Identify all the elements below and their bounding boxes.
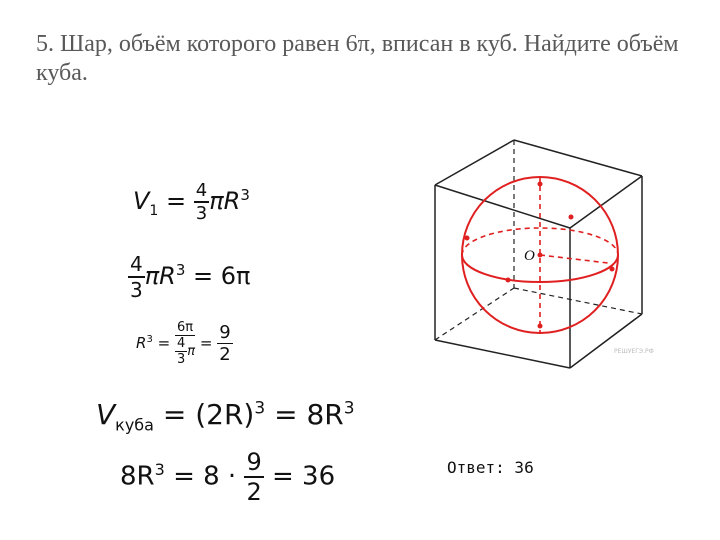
fraction-denominator <box>175 336 195 367</box>
formula-symbol: V <box>133 187 150 215</box>
tangent-point <box>569 215 574 220</box>
formula-symbol: 8R <box>120 461 155 492</box>
formula-fraction <box>175 320 195 367</box>
cube-edge <box>435 185 570 228</box>
formula-equation <box>128 252 251 302</box>
watermark: РЕШУЕГЭ.РФ <box>614 348 654 355</box>
fraction-denominator: 3 <box>195 203 208 224</box>
formula-subscript: куба <box>115 415 154 435</box>
formula-term: πR <box>144 262 176 290</box>
fraction-denominator: 2 <box>219 344 231 365</box>
formula-subscript: 1 <box>149 202 159 219</box>
fraction-denominator: 2 <box>246 478 262 506</box>
formula-nested-fraction <box>175 336 187 367</box>
formula-term: πR <box>209 187 241 215</box>
center-label: O <box>524 248 535 264</box>
fraction-numerator: 6π <box>176 320 194 335</box>
formula-fraction <box>128 252 145 302</box>
tangent-point <box>538 182 543 187</box>
formula-superscript: 3 <box>175 261 186 279</box>
sphere-horizontal-axis <box>540 255 608 263</box>
formula-radius-cubed <box>136 320 233 367</box>
formula-equals: = <box>157 334 171 352</box>
sphere-in-cube-figure <box>430 130 675 375</box>
cube-edge <box>570 176 642 228</box>
fraction-numerator: 4 <box>130 252 143 276</box>
formula-superscript: 3 <box>146 334 153 345</box>
formula-fraction <box>217 322 232 365</box>
fraction-numerator: 4 <box>176 336 186 351</box>
formula-final <box>120 448 335 506</box>
cube-edge <box>435 140 514 185</box>
tangent-point <box>610 267 615 272</box>
formula-superscript: 3 <box>254 398 266 419</box>
answer-text: Ответ: 36 <box>447 458 534 477</box>
formula-fraction <box>194 180 209 224</box>
cube-hidden-edge <box>514 288 642 314</box>
tangent-point <box>538 324 543 329</box>
problem-statement: 5. Шар, объём которого равен 6π, вписан в куб. Найдите объём куба. <box>36 31 679 86</box>
formula-symbol: R <box>136 334 147 352</box>
formula-symbol: V <box>96 398 116 431</box>
formula-rhs: = 36 <box>272 461 336 492</box>
sphere-center-point <box>538 253 543 258</box>
cube-edge <box>514 140 642 176</box>
formula-superscript: 3 <box>343 398 355 419</box>
fraction-denominator: 3 <box>176 352 186 367</box>
cube-edge <box>435 340 570 368</box>
fraction-numerator: 9 <box>219 322 231 343</box>
formula-superscript: 3 <box>154 459 165 479</box>
formula-equals: = <box>199 334 213 352</box>
formula-rhs: = 8R <box>274 398 344 431</box>
formula-superscript: 3 <box>240 186 250 204</box>
formula-term: π <box>187 344 196 359</box>
formula-rhs: = 6π <box>193 262 251 290</box>
fraction-numerator: 9 <box>246 448 262 476</box>
formula-cube-volume <box>96 398 355 435</box>
formula-equals: = 8 · <box>173 461 237 492</box>
fraction-numerator: 4 <box>195 180 208 201</box>
fraction-denominator: 3 <box>130 278 143 302</box>
formula-equals: = <box>165 187 187 215</box>
formula-sphere-volume <box>133 180 250 224</box>
tangent-point <box>506 278 511 283</box>
tangent-point <box>465 236 470 241</box>
formula-rhs: = (2R) <box>162 398 255 431</box>
formula-fraction <box>244 448 263 506</box>
